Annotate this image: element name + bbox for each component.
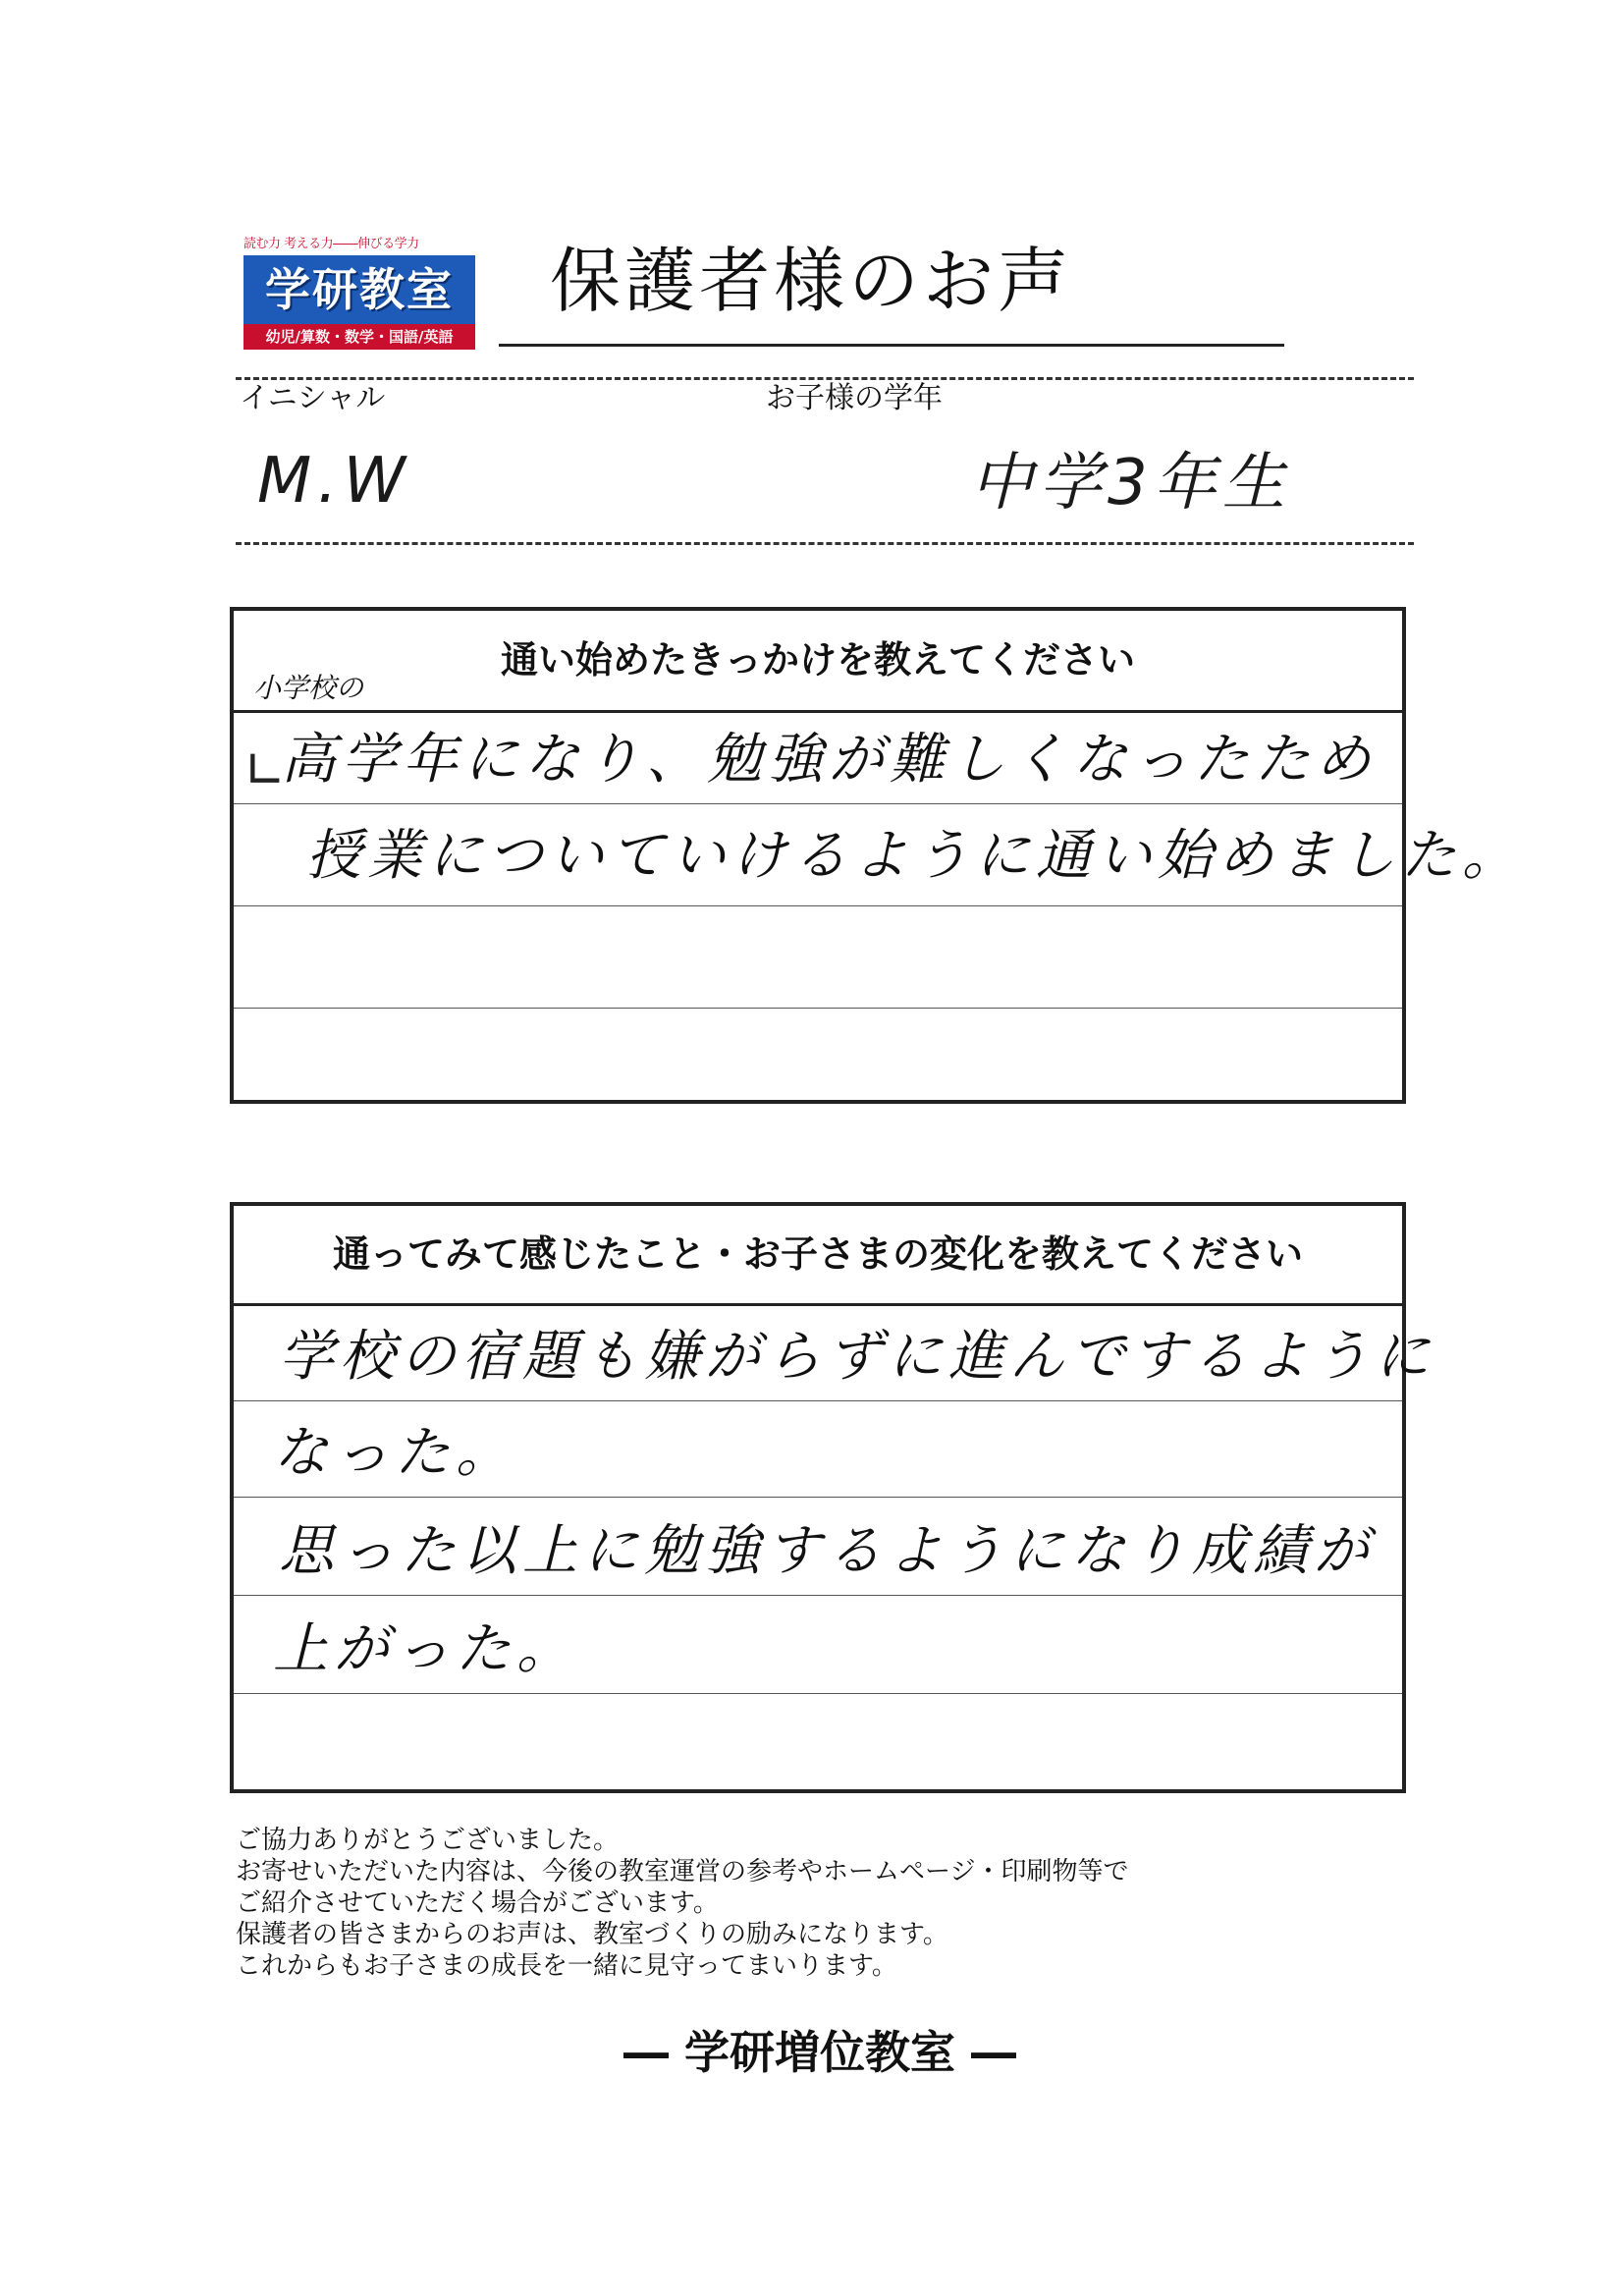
footer-line: 保護者の皆さまからのお声は、教室づくりの励みになります。: [236, 1920, 948, 1949]
answer-2-line-2: なった。: [273, 1421, 516, 1485]
answer-2-line-4: 上がった。: [273, 1617, 577, 1681]
footer-line: お寄せいただいた内容は、今後の教室運営の参考やホームページ・印刷物等で: [236, 1857, 1129, 1886]
answer-rule: [234, 803, 1402, 804]
logo-tagline: 読む力 考える力――伸びる学力: [243, 237, 419, 251]
handwritten-insertion: 小学校の: [253, 672, 364, 704]
answer-1-line-2: 授業についていけるように通い始めました。: [306, 824, 1523, 888]
grade-value: 中学3年生: [970, 447, 1291, 519]
insertion-caret: ∟: [243, 741, 287, 800]
grade-label: お子様の学年: [766, 381, 943, 415]
footer-line: ご協力ありがとうございました。: [236, 1826, 620, 1855]
answer-rule: [234, 1400, 1402, 1401]
answer-2-line-3: 思った以上に勉強するようになり成績が: [279, 1519, 1375, 1583]
answer-1-line-1: 高学年になり、勉強が難しくなったため: [281, 728, 1377, 792]
initial-label: イニシャル: [240, 381, 386, 415]
answer-rule: [234, 1693, 1402, 1694]
page-title: 保護者様のお声: [550, 240, 1073, 322]
answer-rule: [234, 1595, 1402, 1596]
question-2-heading: 通ってみて感じたこと・お子さまの変化を教えてください: [234, 1206, 1402, 1306]
divider-bottom: [236, 542, 1414, 545]
answer-rule: [234, 1008, 1402, 1009]
logo-main-text: 学研教室: [243, 255, 475, 324]
answer-rule: [234, 905, 1402, 906]
footer-line: ご紹介させていただく場合がございます。: [236, 1888, 719, 1918]
footer-line: これからもお子さまの成長を一緒に見守ってまいります。: [236, 1951, 897, 1981]
thank-you-note: [236, 1825, 1316, 1982]
logo-subjects: 幼児/算数・数学・国語/英語: [243, 324, 475, 350]
question-1-heading: 通い始めたきっかけを教えてください: [234, 611, 1402, 713]
initial-value: M.W: [257, 445, 411, 518]
gakken-logo: [243, 234, 475, 350]
answer-2-line-1: 学校の宿題も嫌がらずに進んでするように: [279, 1325, 1435, 1389]
answer-rule: [234, 1497, 1402, 1498]
question-box-2: [230, 1202, 1435, 1793]
question-box-1: [230, 607, 1523, 1104]
classroom-name: ― 学研増位教室 ―: [622, 2026, 1017, 2079]
title-underline: [499, 344, 1284, 347]
